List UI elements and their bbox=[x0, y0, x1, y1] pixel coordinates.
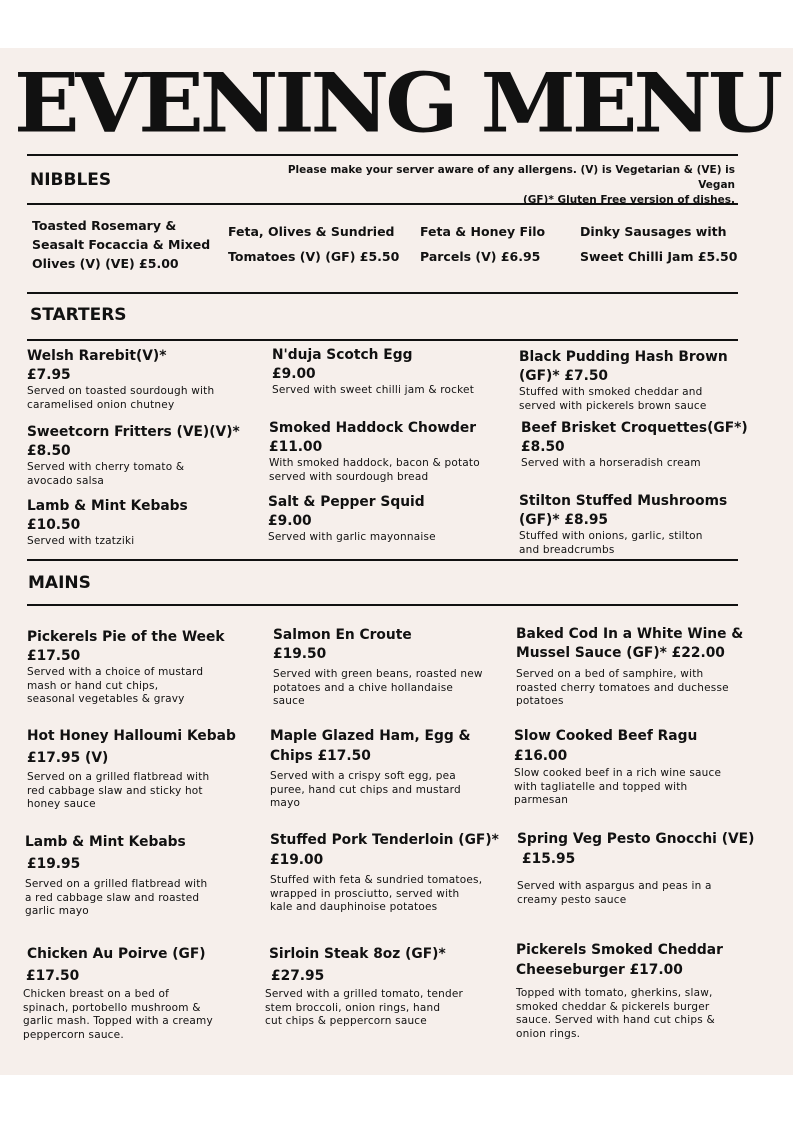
menu-item bbox=[23, 945, 263, 1042]
item-name: Spring Veg Pesto Gnocchi (VE) bbox=[517, 831, 755, 847]
item-price: £8.50 bbox=[521, 439, 565, 455]
item-name: Hot Honey Halloumi Kebab bbox=[27, 728, 236, 744]
mains-heading: MAINS bbox=[28, 573, 91, 593]
item-price: £19.50 bbox=[273, 646, 327, 662]
item-price: £7.95 bbox=[27, 367, 71, 383]
item-desc: With smoked haddock, bacon & potato served with sourdough bread bbox=[269, 457, 480, 483]
nibbles-heading: NIBBLES bbox=[30, 170, 112, 190]
menu-item bbox=[273, 626, 518, 709]
item-desc: Topped with tomato, gherkins, slaw, smoked cheddar & pickerels burger sauce. Served with hand cut chips & onion rings. bbox=[516, 987, 715, 1040]
item-desc: Served on a grilled flatbread with red cabbage slaw and sticky hot honey sauce bbox=[27, 771, 210, 811]
menu-item bbox=[27, 497, 267, 549]
menu-item bbox=[27, 628, 267, 707]
menu-item bbox=[519, 492, 759, 557]
menu-item bbox=[514, 727, 769, 808]
item-name: Chicken Au Poirve (GF) bbox=[27, 946, 206, 962]
item-price: £17.50 bbox=[26, 968, 80, 984]
item-price: £15.95 bbox=[522, 851, 576, 867]
menu-item bbox=[269, 419, 514, 484]
item-price: Mussel Sauce (GF)* £22.00 bbox=[516, 645, 725, 661]
nibble-item: Feta & Honey Filo Parcels (V) £6.95 bbox=[420, 224, 546, 264]
item-desc: Served with a choice of mustard mash or hand cut chips, seasonal vegetables & gravy bbox=[27, 666, 204, 706]
item-desc: Served on a bed of samphire, with roasted cherry tomatoes and duchesse potatoes bbox=[516, 668, 729, 708]
item-price: £16.00 bbox=[514, 748, 568, 764]
menu-item bbox=[270, 727, 515, 811]
item-price: £27.95 bbox=[271, 968, 325, 984]
item-price: £10.50 bbox=[27, 517, 81, 533]
item-name: Pickerels Pie of the Week bbox=[27, 629, 225, 645]
item-name: Sweetcorn Fritters (VE)(V)* bbox=[27, 424, 240, 440]
menu-item bbox=[517, 830, 772, 907]
item-desc: Served with aspargus and peas in a creamy pesto sauce bbox=[517, 880, 712, 906]
item-name: Beef Brisket Croquettes(GF*) bbox=[521, 420, 748, 436]
menu-item bbox=[268, 493, 508, 545]
nibble-item: Feta, Olives & Sundried Tomatoes (V) (GF) £5.50 bbox=[228, 224, 400, 264]
starters-heading: STARTERS bbox=[30, 305, 127, 325]
item-price: Cheeseburger £17.00 bbox=[516, 962, 683, 978]
menu-item bbox=[265, 945, 510, 1029]
item-name: Black Pudding Hash Brown bbox=[519, 349, 728, 365]
item-name: Pickerels Smoked Cheddar bbox=[516, 942, 723, 958]
item-name: Lamb & Mint Kebabs bbox=[25, 834, 186, 850]
item-price: £19.95 bbox=[27, 856, 81, 872]
menu-item bbox=[27, 423, 267, 488]
item-name: Stuffed Pork Tenderloin (GF)* bbox=[270, 832, 499, 848]
item-name: Maple Glazed Ham, Egg & bbox=[270, 728, 471, 744]
item-name: Welsh Rarebit(V)* bbox=[27, 348, 167, 364]
menu-item bbox=[27, 727, 267, 812]
item-price: (GF)* £8.95 bbox=[519, 512, 609, 528]
menu-item bbox=[270, 831, 515, 915]
item-desc: Served with cherry tomato & avocado salsa bbox=[27, 461, 185, 487]
menu-item bbox=[272, 346, 512, 398]
item-name: Sirloin Steak 8oz (GF)* bbox=[269, 946, 446, 962]
divider bbox=[27, 292, 738, 294]
item-price: £9.00 bbox=[268, 513, 312, 529]
menu-item bbox=[27, 347, 262, 412]
menu-item bbox=[521, 419, 761, 471]
item-desc: Served with a grilled tomato, tender stem broccoli, onion rings, hand cut chips & peppercorn sauce bbox=[265, 988, 463, 1028]
item-desc: Served with green beans, roasted new potatoes and a chive hollandaise sauce bbox=[273, 668, 483, 708]
menu-title: EVENING MENU bbox=[13, 55, 779, 152]
item-price: £9.00 bbox=[272, 366, 316, 382]
item-desc: Slow cooked beef in a rich wine sauce with tagliatelle and topped with parmesan bbox=[514, 767, 722, 807]
item-name: Smoked Haddock Chowder bbox=[269, 420, 477, 436]
divider bbox=[27, 559, 738, 561]
item-name: Stilton Stuffed Mushrooms bbox=[519, 493, 728, 509]
divider bbox=[27, 339, 738, 341]
menu-item bbox=[519, 348, 759, 413]
item-desc: Served with sweet chilli jam & rocket bbox=[272, 384, 475, 396]
item-name: Salmon En Croute bbox=[273, 627, 412, 643]
nibble-item: Dinky Sausages with Sweet Chilli Jam £5.50 bbox=[580, 224, 738, 264]
item-price: £19.00 bbox=[270, 852, 324, 868]
item-price: (GF)* £7.50 bbox=[519, 368, 609, 384]
item-price: £17.95 (V) bbox=[27, 750, 109, 766]
item-price: Chips £17.50 bbox=[270, 748, 371, 764]
item-name: Salt & Pepper Squid bbox=[268, 494, 425, 510]
item-desc: Served with garlic mayonnaise bbox=[268, 531, 436, 543]
divider bbox=[27, 604, 738, 606]
item-desc: Stuffed with smoked cheddar and served with pickerels brown sauce bbox=[519, 386, 707, 412]
item-price: £17.50 bbox=[27, 648, 81, 664]
item-desc: Stuffed with onions, garlic, stilton and breadcrumbs bbox=[519, 530, 703, 556]
item-desc: Stuffed with feta & sundried tomatoes, wrapped in prosciutto, served with kale and dauphinoise potatoes bbox=[270, 874, 483, 914]
item-name: Baked Cod In a White Wine & bbox=[516, 626, 744, 642]
item-name: Slow Cooked Beef Ragu bbox=[514, 728, 698, 744]
menu-item bbox=[516, 941, 771, 1041]
nibble-item: Toasted Rosemary & Seasalt Focaccia & Mixed Olives (V) (VE) £5.00 bbox=[32, 218, 211, 271]
divider bbox=[27, 154, 738, 156]
menu-item bbox=[25, 833, 265, 919]
item-desc: Served with tzatziki bbox=[27, 535, 135, 547]
item-name: Lamb & Mint Kebabs bbox=[27, 498, 188, 514]
item-desc: Served with a crispy soft egg, pea puree, hand cut chips and mustard mayo bbox=[270, 770, 461, 810]
item-price: £8.50 bbox=[27, 443, 71, 459]
item-desc: Served on a grilled flatbread with a red cabbage slaw and roasted garlic mayo bbox=[25, 878, 208, 918]
allergen-note: Please make your server aware of any allergens. (V) is Vegetarian & (VE) is Vegan (GF)* Gluten Free version of dishes. bbox=[287, 164, 735, 206]
item-desc: Served on toasted sourdough with caramelised onion chutney bbox=[27, 385, 215, 411]
item-desc: Served with a horseradish cream bbox=[521, 457, 701, 469]
item-price: £11.00 bbox=[269, 439, 323, 455]
menu-item bbox=[516, 625, 771, 709]
item-desc: Chicken breast on a bed of spinach, portobello mushroom & garlic mash. Topped with a creamy peppercorn sauce. bbox=[23, 988, 213, 1041]
item-name: N'duja Scotch Egg bbox=[272, 347, 413, 363]
